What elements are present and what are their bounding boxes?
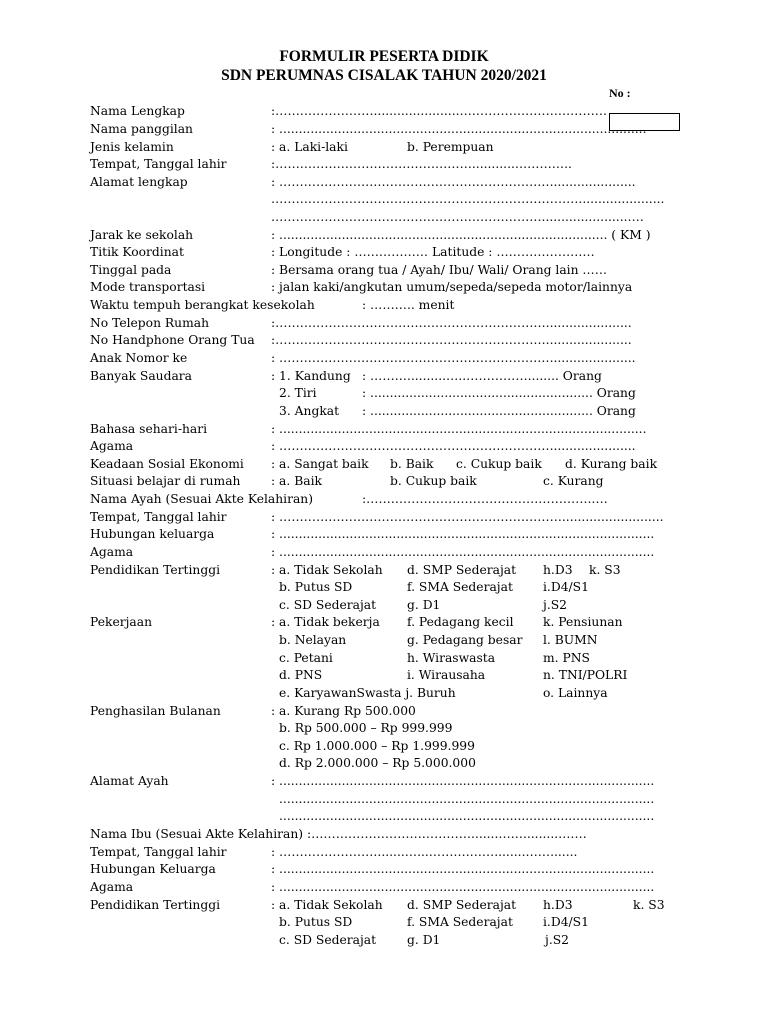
ibu-hubungan-keluarga-field-1[interactable]: : ................................................................................................ bbox=[271, 862, 655, 876]
banyak-saudara-label: Banyak Saudara bbox=[90, 369, 193, 383]
alamat-lengkap-2-label: …………………………………………………………………...................... bbox=[271, 192, 665, 206]
keadaan-sosial-ekonomi-field-2[interactable]: b. Baik bbox=[390, 457, 434, 471]
banyak-saudara-field-2[interactable]: : ………..........…..……………........ Orang bbox=[362, 369, 602, 383]
ibu-hubungan-keluarga-label: Hubungan Keluarga bbox=[90, 862, 216, 876]
ibu-pendidikan-field-1[interactable]: : a. Tidak Sekolah bbox=[271, 898, 383, 912]
tempat-tanggal-lahir-field-1[interactable]: :…………………………………………...........………….. bbox=[271, 157, 572, 171]
banyak-saudara-field-1[interactable]: : 1. Kandung bbox=[271, 369, 351, 383]
ibu-pendidikan-2-label: b. Putus SD bbox=[279, 915, 353, 929]
nama-ayah-label: Nama Ayah (Sesuai Akte Kelahiran) bbox=[90, 492, 314, 506]
bahasa-sehari-hari-field-1[interactable]: : .............................................................................................. bbox=[271, 422, 647, 436]
keadaan-sosial-ekonomi-field-1[interactable]: : a. Sangat baik bbox=[271, 457, 369, 471]
ayah-pendidikan-3-field-1[interactable]: g. D1 bbox=[407, 598, 441, 612]
nama-ayah-field-1[interactable]: :……………………………………………….…. bbox=[362, 492, 608, 506]
situasi-belajar-label: Situasi belajar di rumah bbox=[90, 474, 241, 488]
ibu-pendidikan-field-3[interactable]: h.D3 bbox=[543, 898, 573, 912]
alamat-ayah-3-label: ................................................................................................ bbox=[279, 809, 655, 823]
ayah-pendidikan-3-label: c. SD Sederajat bbox=[279, 598, 377, 612]
mode-transportasi-field-1[interactable]: : jalan kaki/angkutan umum/sepeda/sepeda motor/lainnya bbox=[271, 280, 633, 294]
saudara-angkat-field-1[interactable]: : ......................................................... Orang bbox=[362, 404, 636, 418]
situasi-belajar-field-2[interactable]: b. Cukup baik bbox=[390, 474, 477, 488]
pekerjaan-2-field-1[interactable]: g. Pedagang besar bbox=[407, 633, 523, 647]
pekerjaan-4-label: d. PNS bbox=[279, 668, 323, 682]
ayah-tempat-tanggal-lahir-label: Tempat, Tanggal lahir bbox=[90, 510, 227, 524]
no-handphone-field-1[interactable]: :…………………………………………………………...................... bbox=[271, 333, 632, 347]
alamat-ayah-field-1[interactable]: : ................................................................................................ bbox=[271, 774, 655, 788]
pekerjaan-label: Pekerjaan bbox=[90, 615, 153, 629]
titik-koordinat-label: Titik Koordinat bbox=[90, 245, 184, 259]
nama-ibu-label: Nama Ibu (Sesuai Akte Kelahiran) :………………………………….......…….........……. bbox=[90, 827, 587, 841]
ibu-pendidikan-label: Pendidikan Tertinggi bbox=[90, 898, 221, 912]
nama-panggilan-field-1[interactable]: : .............................................................................................. bbox=[271, 122, 647, 136]
pekerjaan-2-field-2[interactable]: l. BUMN bbox=[543, 633, 598, 647]
saudara-tiri-field-1[interactable]: : ......................................................... Orang bbox=[362, 386, 636, 400]
ibu-tempat-tanggal-lahir-label: Tempat, Tanggal lahir bbox=[90, 845, 227, 859]
situasi-belajar-field-1[interactable]: : a. Baik bbox=[271, 474, 322, 488]
ibu-tempat-tanggal-lahir-field-1[interactable]: : …………………….......…...……….……........……....... bbox=[271, 845, 578, 859]
ayah-pendidikan-2-field-1[interactable]: f. SMA Sederajat bbox=[407, 580, 513, 594]
pekerjaan-4-field-2[interactable]: n. TNI/POLRI bbox=[543, 668, 628, 682]
ibu-agama-label: Agama bbox=[90, 880, 134, 894]
anak-nomor-ke-field-1[interactable]: : …………………………………………………………...................... bbox=[271, 351, 636, 365]
tinggal-pada-field-1[interactable]: : Bersama orang tua / Ayah/ Ibu/ Wali/ Orang lain …… bbox=[271, 263, 608, 277]
jenis-kelamin-label: Jenis kelamin bbox=[90, 140, 174, 154]
pekerjaan-5-label: e. KaryawanSwasta j. Buruh bbox=[279, 686, 456, 700]
titik-koordinat-field-1[interactable]: : Longitude : ……………… Latitude : …………………… bbox=[271, 245, 595, 259]
jenis-kelamin-field-2[interactable]: b. Perempuan bbox=[407, 140, 494, 154]
ayah-agama-label: Agama bbox=[90, 545, 134, 559]
pekerjaan-5-field-1[interactable]: o. Lainnya bbox=[543, 686, 608, 700]
no-telepon-rumah-field-1[interactable]: :…………………………………………………………...................... bbox=[271, 316, 632, 330]
ibu-agama-field-1[interactable]: : ................................................................................................ bbox=[271, 880, 655, 894]
no-handphone-label: No Handphone Orang Tua bbox=[90, 333, 255, 347]
alamat-lengkap-field-1[interactable]: : …………………………………………………………...................... bbox=[271, 175, 636, 189]
form-subtitle: SDN PERUMNAS CISALAK TAHUN 2020/2021 bbox=[221, 67, 547, 84]
waktu-tempuh-field-1[interactable]: : ……….. menit bbox=[362, 298, 455, 312]
alamat-ayah-label: Alamat Ayah bbox=[90, 774, 169, 788]
ayah-agama-field-1[interactable]: : ................................................................................................ bbox=[271, 545, 655, 559]
hubungan-keluarga-label: Hubungan keluarga bbox=[90, 527, 215, 541]
alamat-ayah-2-label: ................................................................................................ bbox=[279, 792, 655, 806]
pekerjaan-2-label: b. Nelayan bbox=[279, 633, 347, 647]
pekerjaan-field-2[interactable]: f. Pedagang kecil bbox=[407, 615, 514, 629]
tinggal-pada-label: Tinggal pada bbox=[90, 263, 172, 277]
ayah-pendidikan-field-3[interactable]: h.D3 bbox=[543, 563, 573, 577]
pekerjaan-3-field-2[interactable]: m. PNS bbox=[543, 651, 590, 665]
ibu-pendidikan-3-label: c. SD Sederajat bbox=[279, 933, 377, 947]
mode-transportasi-label: Mode transportasi bbox=[90, 280, 206, 294]
form-title: FORMULIR PESERTA DIDIK bbox=[279, 48, 489, 65]
pekerjaan-field-1[interactable]: : a. Tidak bekerja bbox=[271, 615, 380, 629]
jarak-ke-sekolah-label: Jarak ke sekolah bbox=[90, 228, 194, 242]
alamat-lengkap-label: Alamat lengkap bbox=[90, 175, 188, 189]
jenis-kelamin-field-1[interactable]: : a. Laki-laki bbox=[271, 140, 348, 154]
ayah-pendidikan-label: Pendidikan Tertinggi bbox=[90, 563, 221, 577]
ibu-pendidikan-field-4[interactable]: k. S3 bbox=[633, 898, 665, 912]
ayah-tempat-tanggal-lahir-field-1[interactable]: : …………………………………………………………….......................... bbox=[271, 510, 664, 524]
penghasilan-3-label: c. Rp 1.000.000 – Rp 1.999.999 bbox=[279, 739, 475, 753]
ibu-pendidikan-field-2[interactable]: d. SMP Sederajat bbox=[407, 898, 517, 912]
tempat-tanggal-lahir-label: Tempat, Tanggal lahir bbox=[90, 157, 227, 171]
nama-panggilan-label: Nama panggilan bbox=[90, 122, 193, 136]
agama-label: Agama bbox=[90, 439, 134, 453]
jarak-ke-sekolah-field-1[interactable]: : .................................................................................... ( KM ) bbox=[271, 228, 651, 242]
waktu-tempuh-label: Waktu tempuh berangkat kesekolah bbox=[90, 298, 315, 312]
ayah-pendidikan-field-4[interactable]: k. S3 bbox=[589, 563, 621, 577]
agama-field-1[interactable]: : …………………………………………………………...................... bbox=[271, 439, 636, 453]
pekerjaan-3-label: c. Petani bbox=[279, 651, 333, 665]
penghasilan-4-label: d. Rp 2.000.000 – Rp 5.000.000 bbox=[279, 756, 476, 770]
saudara-angkat-label: 3. Angkat bbox=[279, 404, 340, 418]
keadaan-sosial-ekonomi-field-3[interactable]: c. Cukup baik bbox=[456, 457, 542, 471]
ayah-pendidikan-2-label: b. Putus SD bbox=[279, 580, 353, 594]
pekerjaan-3-field-1[interactable]: h. Wiraswasta bbox=[407, 651, 496, 665]
ayah-pendidikan-3-field-2[interactable]: j.S2 bbox=[543, 598, 567, 612]
bahasa-sehari-hari-label: Bahasa sehari-hari bbox=[90, 422, 208, 436]
keadaan-sosial-ekonomi-field-4[interactable]: d. Kurang baik bbox=[565, 457, 658, 471]
ibu-pendidikan-2-field-1[interactable]: f. SMA Sederajat bbox=[407, 915, 513, 929]
saudara-tiri-label: 2. Tiri bbox=[279, 386, 317, 400]
situasi-belajar-field-3[interactable]: c. Kurang bbox=[543, 474, 604, 488]
ibu-pendidikan-3-field-2[interactable]: j.S2 bbox=[545, 933, 569, 947]
ayah-pendidikan-2-field-2[interactable]: i.D4/S1 bbox=[543, 580, 589, 594]
ayah-pendidikan-field-1[interactable]: : a. Tidak Sekolah bbox=[271, 563, 383, 577]
ibu-pendidikan-2-field-2[interactable]: i.D4/S1 bbox=[543, 915, 589, 929]
number-label: No : bbox=[609, 86, 631, 100]
nama-lengkap-label: Nama Lengkap bbox=[90, 104, 185, 118]
nama-lengkap-field-1[interactable]: :……………………......................……………………………… bbox=[271, 104, 608, 118]
penghasilan-bulanan-field-1[interactable]: : a. Kurang Rp 500.000 bbox=[271, 704, 416, 718]
ibu-pendidikan-3-field-1[interactable]: g. D1 bbox=[407, 933, 441, 947]
no-telepon-rumah-label: No Telepon Rumah bbox=[90, 316, 209, 330]
penghasilan-bulanan-label: Penghasilan Bulanan bbox=[90, 704, 221, 718]
keadaan-sosial-ekonomi-label: Keadaan Sosial Ekonomi bbox=[90, 457, 244, 471]
alamat-lengkap-3-label: …………………………………………………………......................…. bbox=[271, 210, 644, 224]
anak-nomor-ke-label: Anak Nomor ke bbox=[90, 351, 188, 365]
ayah-pendidikan-field-2[interactable]: d. SMP Sederajat bbox=[407, 563, 517, 577]
penghasilan-2-label: b. Rp 500.000 – Rp 999.999 bbox=[279, 721, 453, 735]
pekerjaan-4-field-1[interactable]: i. Wirausaha bbox=[407, 668, 486, 682]
pekerjaan-field-3[interactable]: k. Pensiunan bbox=[543, 615, 623, 629]
hubungan-keluarga-field-1[interactable]: : ................................................................................................ bbox=[271, 527, 655, 541]
